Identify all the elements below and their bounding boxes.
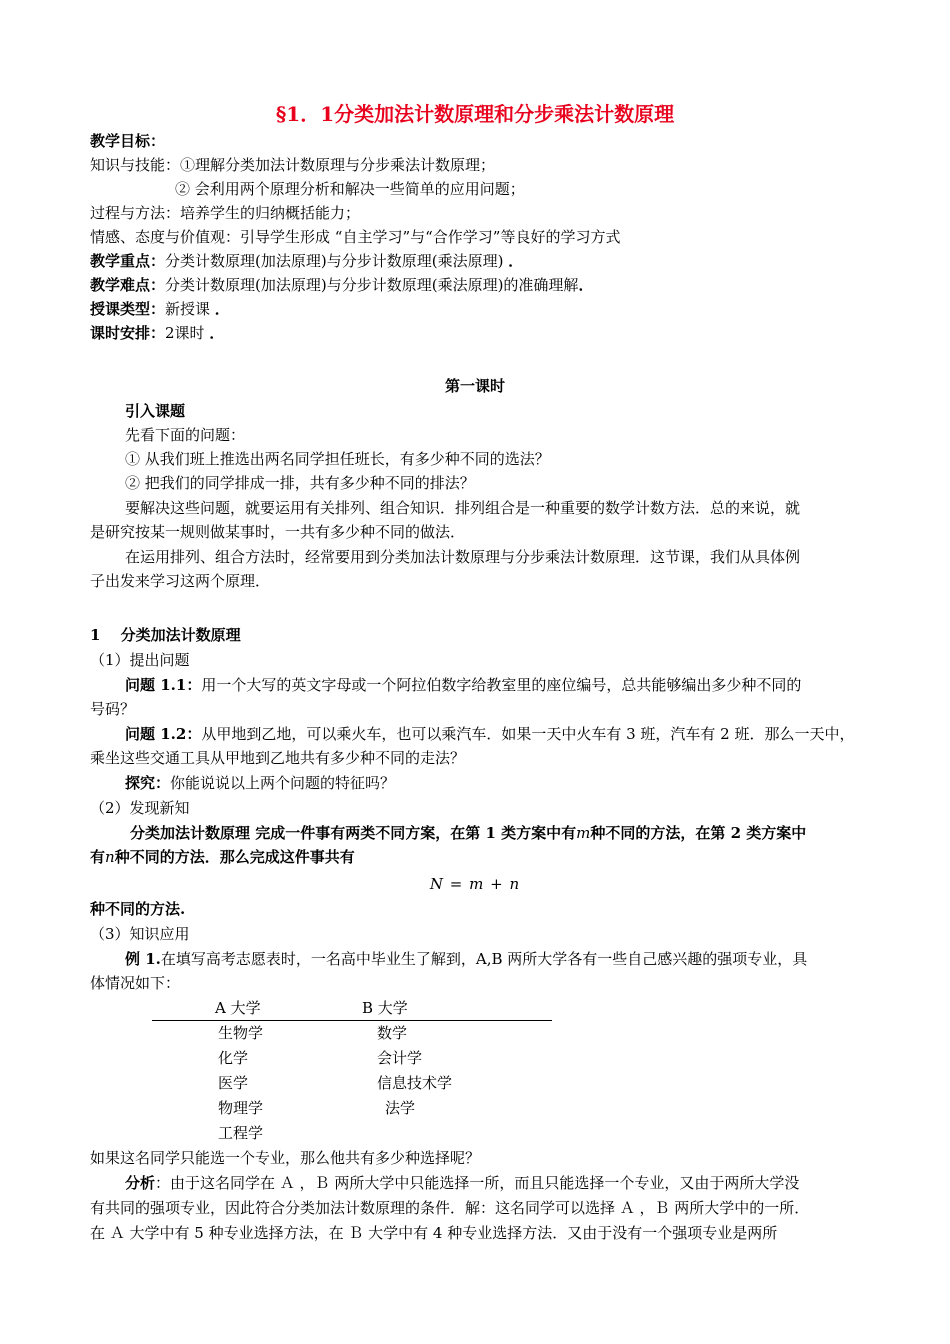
question-1-1-line1	[125, 675, 801, 695]
intro-heading: 引入课题	[125, 402, 186, 420]
intro-p2-line2: 是研究按某一规则做某事时，一共有多少种不同的做法．	[90, 523, 466, 541]
difficulties-end: ．	[578, 276, 594, 294]
principle-line2	[90, 847, 355, 867]
schedule-line	[90, 323, 224, 343]
table-cell-b: 法学	[385, 1099, 416, 1117]
formula: N = m + n	[429, 875, 521, 893]
table-rule	[152, 1020, 552, 1021]
example-1-label: 例 1.	[125, 950, 161, 968]
section1-heading-text: 1 分类加法计数原理	[90, 626, 241, 644]
explore-label: 探究：	[125, 774, 171, 792]
example-1-text: 在填写高考志愿表时，一名高中毕业生了解到，A,B 两所大学各有一些自己感兴趣的强项专业，具	[160, 950, 808, 968]
lesson-type-line	[90, 299, 230, 319]
principle-text-d: 种不同的方法．那么完成这件事共有	[114, 848, 355, 866]
table-header-b: B 大学	[362, 999, 408, 1017]
key-points-line	[90, 251, 523, 271]
intro-p3-line2: 子出发来学习这两个原理．	[90, 572, 271, 590]
question-1-2-line1	[125, 724, 855, 744]
table-cell-a: 生物学	[218, 1024, 264, 1042]
first-lesson-heading: 第一课时	[444, 377, 505, 395]
principle-text-c: 有	[90, 848, 106, 866]
difficulties-line	[90, 275, 593, 295]
intro-p2-line1: 要解决这些问题，就要运用有关排列、组合知识．排列组合是一种重要的数学计数方法．总的来说，就	[125, 499, 801, 517]
explore-text: 你能说说以上两个问题的特征吗？	[170, 774, 396, 792]
principle-text-b: 种不同的方法，在第 2 类方案中	[590, 824, 807, 842]
schedule-end: ．	[209, 324, 225, 342]
key-points-end: ．	[508, 252, 524, 270]
question-1-1-line2: 号码？	[90, 700, 136, 718]
question-1-2-text: 从甲地到乙地，可以乘火车，也可以乘汽车．如果一天中火车有 3 班，汽车有 2 班．那么一天中，	[201, 725, 855, 743]
lesson-type-label: 授课类型：	[90, 300, 166, 318]
schedule-text: 2课时	[165, 324, 210, 342]
table-cell-b: 会计学	[377, 1049, 423, 1067]
example-1-line1	[125, 949, 807, 969]
table-cell-a: 物理学	[218, 1099, 264, 1117]
table-cell-b: 数学	[377, 1024, 408, 1042]
principle-text-a: 分类加法计数原理 完成一件事有两类不同方案，在第 1 类方案中有	[130, 824, 577, 842]
analysis-line3: 在 Ａ 大学中有 5 种专业选择方法，在 Ｂ 大学中有 4 种专业选择方法．又由于没有一个强项专业是两所	[90, 1224, 778, 1242]
analysis-label: 分析	[125, 1174, 156, 1192]
principle-var-n: n	[105, 848, 115, 866]
table-header-a: A 大学	[215, 999, 261, 1017]
analysis-line1	[125, 1173, 799, 1193]
table-cell-a: 工程学	[218, 1124, 264, 1142]
intro-q1: ① 从我们班上推选出两名同学担任班长，有多少种不同的选法？	[125, 450, 550, 468]
principle-var-m: m	[576, 824, 591, 842]
intro-q2: ② 把我们的同学排成一排，共有多少种不同的排法？	[125, 474, 475, 492]
key-points-text: 分类计数原理(加法原理)与分步计数原理(乘法原理)	[165, 252, 509, 270]
intro-p1: 先看下面的问题：	[125, 426, 246, 444]
schedule-label: 课时安排：	[90, 324, 166, 342]
question-1-2-label: 问题 1.2：	[125, 725, 202, 743]
difficulties-text: 分类计数原理(加法原理)与分步计数原理(乘法原理)的准确理解	[165, 276, 579, 294]
analysis-line2: 有共同的强项专业，因此符合分类加法计数原理的条件．解：这名同学可以选择 Ａ ，Ｂ 两所大学中的一所．	[90, 1199, 810, 1217]
question-1-1-label: 问题 1.1：	[125, 676, 202, 694]
intro-p3-line1: 在运用排列、组合方法时，经常要用到分类加法计数原理与分步乘法计数原理．这节课，我们从具体例	[125, 548, 801, 566]
difficulties-label: 教学难点：	[90, 276, 166, 294]
explore-line	[125, 773, 395, 793]
objectives-heading: 教学目标：	[90, 132, 166, 150]
section1-heading	[90, 625, 241, 645]
principle-line1	[130, 823, 806, 843]
table-cell-a: 化学	[218, 1049, 249, 1067]
section1-sub1: （1）提出问题	[90, 651, 190, 669]
question-1-1-text: 用一个大写的英文字母或一个阿拉伯数字给教室里的座位编号，总共能够编出多少种不同的	[201, 676, 802, 694]
objective-process: 过程与方法：培养学生的归纳概括能力；	[90, 204, 361, 222]
principle-end: 种不同的方法.	[90, 900, 186, 918]
lesson-type-text: 新授课	[165, 300, 215, 318]
choice-question: 如果这名同学只能选一个专业，那么他共有多少种选择呢？	[90, 1149, 481, 1167]
objective-emotion: 情感、态度与价值观：引导学生形成 “自主学习”与“合作学习”等良好的学习方式	[90, 228, 621, 246]
analysis-text-1: ：由于这名同学在 Ａ ，Ｂ 两所大学中只能选择一所，而且只能选择一个专业，又由于两所大学没	[155, 1174, 800, 1192]
section1-sub3: （3）知识应用	[90, 925, 190, 943]
section1-sub2: （2）发现新知	[90, 799, 190, 817]
page-title: §1．1分类加法计数原理和分步乘法计数原理	[275, 102, 675, 126]
objective-knowledge-2: ② 会利用两个原理分析和解决一些简单的应用问题；	[175, 180, 525, 198]
example-1-line2: 体情况如下：	[90, 974, 181, 992]
objective-knowledge-1: 知识与技能：①理解分类加法计数原理与分步乘法计数原理；	[90, 156, 496, 174]
table-cell-a: 医学	[218, 1074, 249, 1092]
lesson-type-end: ．	[214, 300, 230, 318]
key-points-label: 教学重点：	[90, 252, 166, 270]
table-cell-b: 信息技术学	[377, 1074, 453, 1092]
question-1-2-line2: 乘坐这些交通工具从甲地到乙地共有多少种不同的走法？	[90, 749, 466, 767]
